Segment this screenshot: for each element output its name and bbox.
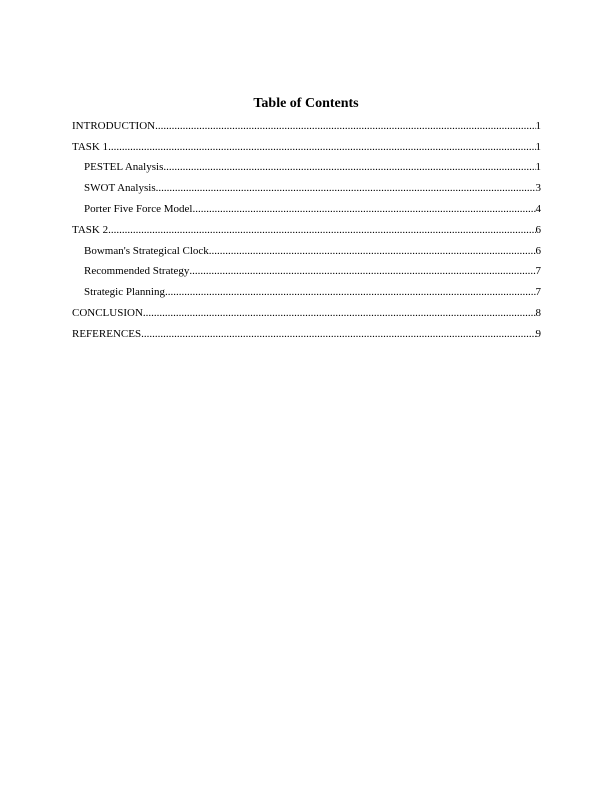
table-of-contents bbox=[72, 112, 541, 341]
toc-entry[interactable] bbox=[72, 299, 541, 320]
toc-entry-label: PESTEL Analysis bbox=[84, 161, 164, 174]
toc-entry-label: Porter Five Force Model bbox=[84, 202, 193, 215]
toc-entry-page-number: 6 bbox=[535, 244, 541, 257]
toc-dot-leader bbox=[108, 224, 535, 237]
toc-entry-label: SWOT Analysis bbox=[84, 182, 156, 195]
toc-entry-label: CONCLUSION bbox=[72, 306, 143, 319]
toc-entry-page-number: 1 bbox=[535, 161, 541, 174]
toc-entry-page-number: 3 bbox=[535, 182, 541, 195]
toc-entry[interactable] bbox=[72, 237, 541, 258]
toc-dot-leader bbox=[165, 286, 536, 299]
toc-entry[interactable] bbox=[72, 320, 541, 341]
toc-entry-page-number: 6 bbox=[535, 223, 541, 236]
toc-entry-page-number: 1 bbox=[535, 140, 541, 153]
toc-entry-page-number: 1 bbox=[535, 119, 541, 132]
toc-dot-leader bbox=[155, 120, 535, 133]
toc-entry-page-number: 7 bbox=[535, 265, 541, 278]
toc-dot-leader bbox=[209, 245, 536, 258]
toc-entry[interactable] bbox=[72, 258, 541, 279]
toc-entry-label: TASK 1 bbox=[72, 140, 109, 153]
toc-entry[interactable] bbox=[72, 278, 541, 299]
toc-entry-page-number: 9 bbox=[535, 327, 541, 340]
toc-dot-leader bbox=[192, 203, 535, 216]
toc-entry[interactable] bbox=[72, 133, 541, 154]
toc-title: Table of Contents bbox=[253, 96, 359, 111]
toc-dot-leader bbox=[156, 182, 536, 195]
toc-entry-label: Strategic Planning bbox=[84, 286, 165, 299]
toc-entry-label: INTRODUCTION bbox=[72, 119, 156, 132]
toc-entry-page-number: 8 bbox=[535, 306, 541, 319]
toc-entry-label: TASK 2 bbox=[72, 223, 109, 236]
toc-dot-leader bbox=[143, 307, 536, 320]
toc-entry-page-number: 4 bbox=[535, 202, 541, 215]
toc-entry-label: Recommended Strategy bbox=[84, 265, 190, 278]
toc-entry-label: Bowman's Strategical Clock bbox=[84, 244, 209, 257]
toc-entry[interactable] bbox=[72, 195, 541, 216]
toc-entry[interactable] bbox=[72, 216, 541, 237]
toc-dot-leader bbox=[108, 141, 535, 154]
toc-entry-label: REFERENCES bbox=[72, 327, 142, 340]
toc-entry[interactable] bbox=[72, 174, 541, 195]
toc-entry[interactable] bbox=[72, 112, 541, 133]
toc-dot-leader bbox=[163, 161, 535, 174]
toc-dot-leader bbox=[141, 328, 535, 341]
toc-entry[interactable] bbox=[72, 154, 541, 175]
toc-dot-leader bbox=[189, 265, 535, 278]
toc-entry-page-number: 7 bbox=[535, 286, 541, 299]
